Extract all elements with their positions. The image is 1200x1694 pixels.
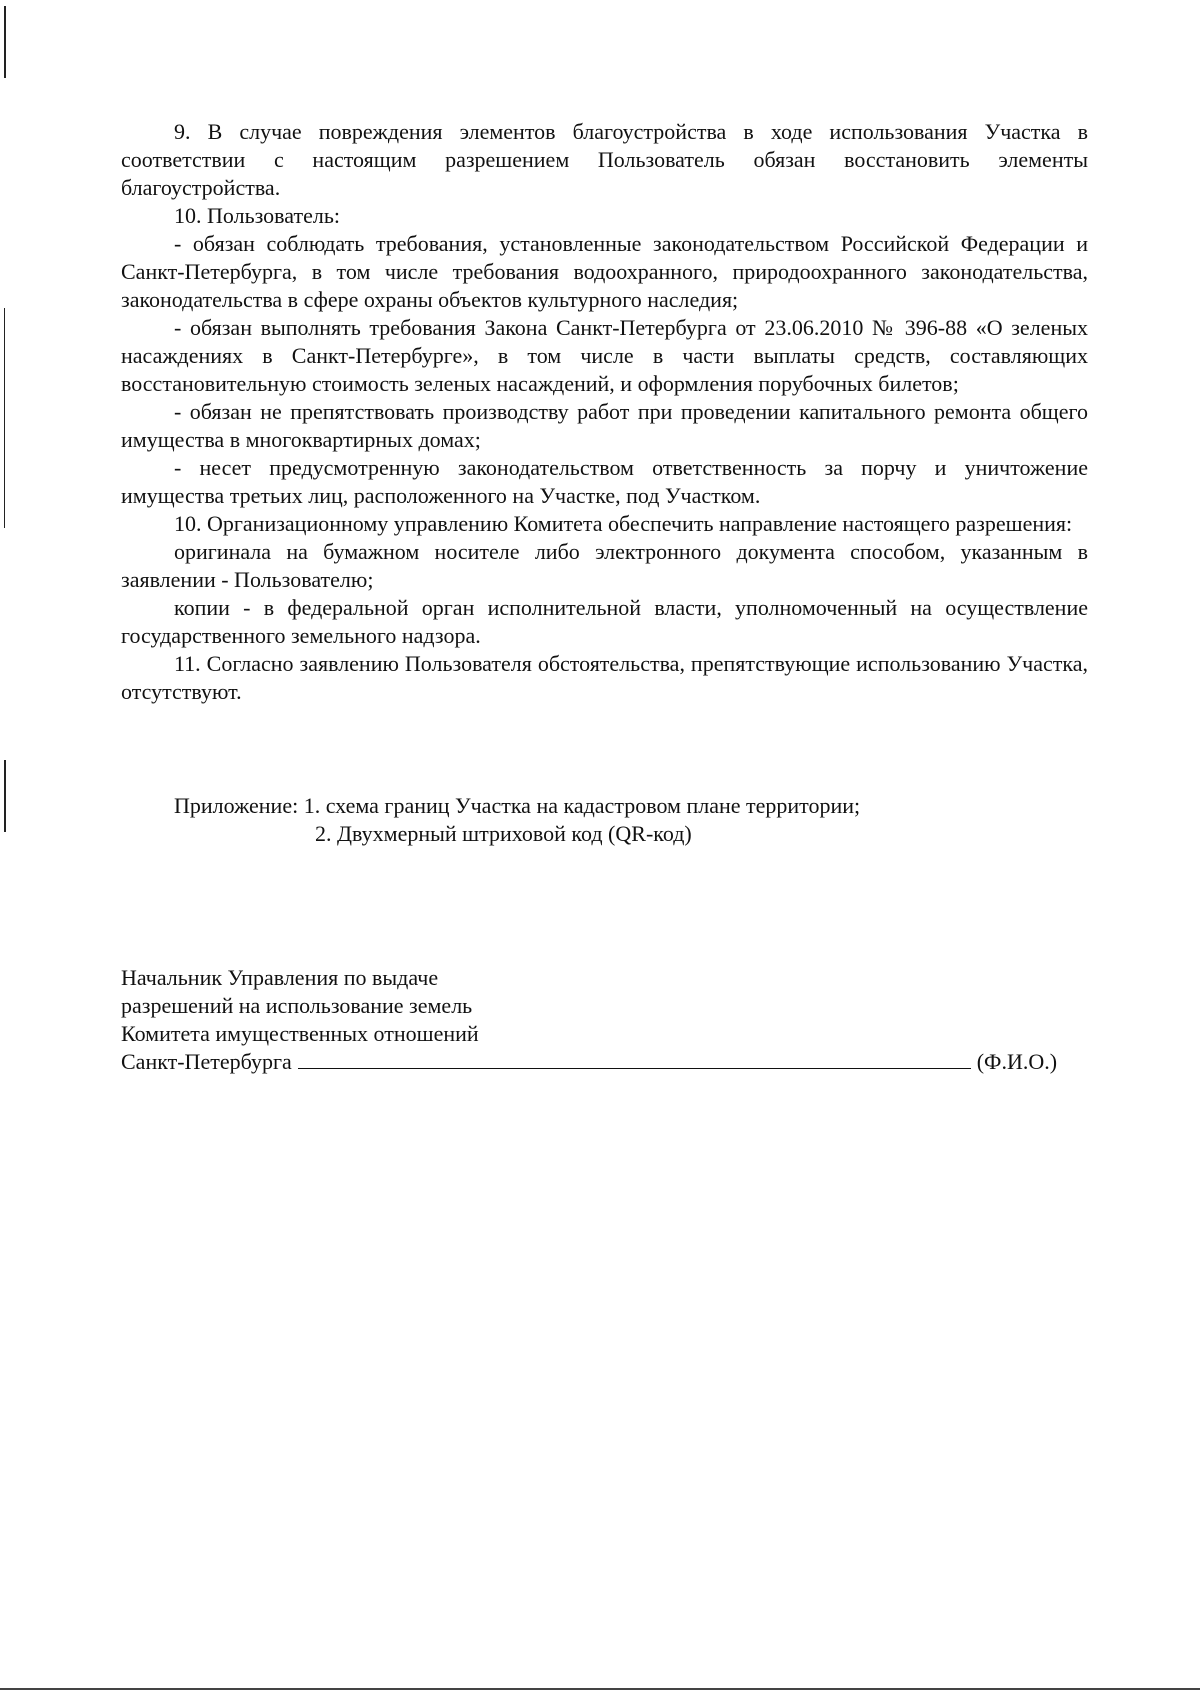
paragraph-original-copy: оригинала на бумажном носителе либо электронного документа способом, указанным в заявлении - Пользователю; xyxy=(121,539,1088,592)
signature-line-1: Начальник Управления по выдаче xyxy=(121,965,439,990)
signature-fio: (Ф.И.О.) xyxy=(976,1049,1058,1074)
signature-underline xyxy=(298,1050,971,1069)
appendix-label: Приложение: xyxy=(174,793,299,818)
paragraph-liability: - несет предусмотренную законодательством ответственность за порчу и уничтожение имущества третьих лиц, расположенного на Участке, под Участком. xyxy=(121,455,1088,508)
signature-line-3: Комитета имущественных отношений xyxy=(121,1021,479,1046)
signature-block xyxy=(121,964,1088,1076)
paragraph-copy-federal: копии - в федеральной орган исполнительной власти, уполномоченный на осуществление государственного земельного надзора. xyxy=(121,595,1088,648)
signature-city: Санкт-Петербурга xyxy=(121,1049,292,1074)
page-bottom-rule xyxy=(0,1688,1200,1690)
paragraph-user-heading: 10. Пользователь: xyxy=(174,203,340,228)
appendix-row-1 xyxy=(174,792,860,820)
paragraph-obligation-green-spaces: - обязан выполнять требования Закона Санкт-Петербурга от 23.06.2010 № 396-88 «О зеленых насаждениях в Санкт-Петербурге», в том числе в части выплаты средств, составляющих восстановительную стоимость зеленых насаждений, и оформления порубочных билетов; xyxy=(121,315,1088,396)
signature-line-2: разрешений на использование земель xyxy=(121,993,473,1018)
scan-margin-mark xyxy=(4,6,6,78)
scan-margin-mark xyxy=(4,308,5,528)
appendix-item-1: 1. схема границ Участка на кадастровом плане территории; xyxy=(303,793,861,818)
paragraph-org-department: 10. Организационному управлению Комитета обеспечить направление настоящего разрешения: xyxy=(174,511,1073,536)
paragraph-obligation-repair: - обязан не препятствовать производству работ при проведении капитального ремонта общего имущества в многоквартирных домах; xyxy=(121,399,1088,452)
document-body xyxy=(121,118,1088,706)
scan-margin-mark xyxy=(4,760,6,832)
paragraph-item-9: 9. В случае повреждения элементов благоустройства в ходе использования Участка в соответствии с настоящим разрешением Пользователь обязан восстановить элементы благоустройства. xyxy=(121,119,1088,200)
signature-line-4 xyxy=(121,1048,1088,1076)
paragraph-item-11: 11. Согласно заявлению Пользователя обстоятельства, препятствующие использованию Участка, отсутствуют. xyxy=(121,651,1088,704)
appendix-row-2 xyxy=(174,820,860,848)
appendix-item-2: 2. Двухмерный штриховой код (QR-код) xyxy=(315,821,692,846)
paragraph-obligation-laws: - обязан соблюдать требования, установленные законодательством Российской Федерации и Санкт-Петербурга, в том числе требования водоохранного, природоохранного законодательства, законодательства в сфере охраны объектов культурного наследия; xyxy=(121,231,1088,312)
appendix-block xyxy=(174,792,860,848)
